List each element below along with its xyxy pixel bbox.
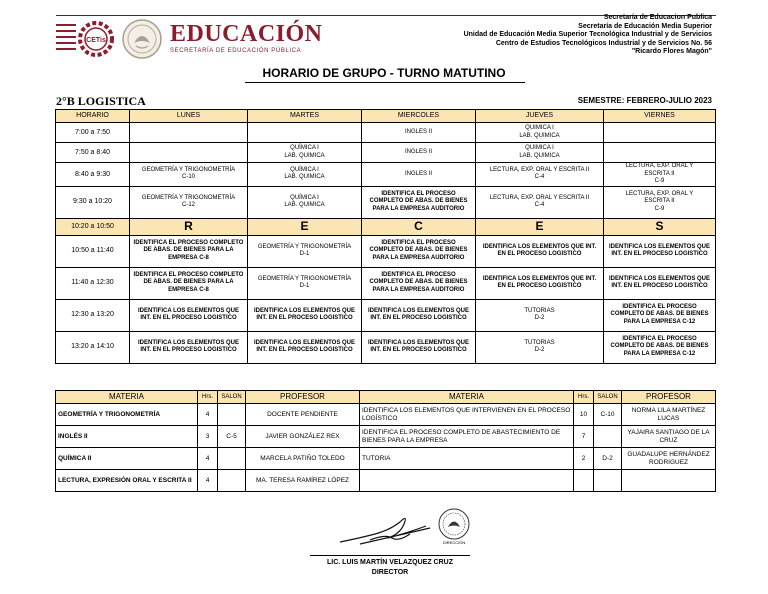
subject-cell: MARCELA PATIÑO TOLEDO [246, 448, 360, 470]
subject-row [56, 426, 716, 448]
gear-logo-text: CETis [86, 37, 106, 44]
class-cell: TUTORIAS D-2 [476, 299, 604, 331]
institution-line: Secretaría de Educación Media Superior [578, 22, 712, 30]
class-cell: IDENTIFICA EL PROCESO COMPLETO DE ABAS. DE BIENES PARA LA EMPRESA AUDITORIO [362, 267, 476, 299]
class-cell: QUÍMICA I LAB. QUIMICA [248, 163, 362, 187]
class-cell: IDENTIFICA LOS ELEMENTOS QUE INT. EN EL PROCESO LOGISTICO [476, 235, 604, 267]
subject-cell: GUADALUPE HERNÁNDEZ RODRIGUEZ [622, 448, 716, 470]
column-header: JUEVES [476, 110, 604, 123]
class-cell: QUIMICA I LAB. QUIMICA [476, 143, 604, 163]
brand-subtitle: SECRETARÍA DE EDUCACIÓN PÚBLICA [170, 48, 302, 54]
subjects-column-header: PROFESOR [622, 391, 716, 404]
subjects-column-header: SALON [218, 391, 246, 404]
class-cell [130, 123, 248, 143]
schedule-row [56, 235, 716, 267]
institution-block [464, 14, 712, 57]
class-cell: IDENTIFICA LOS ELEMENTOS QUE INT. EN EL PROCESO LOGISTICO [362, 299, 476, 331]
class-cell: QUÍMICA I LAB. QUIMICA [248, 143, 362, 163]
subject-cell: JAVIER GONZÁLEZ REX [246, 426, 360, 448]
seal-caption: DIRECCIÓN [442, 540, 466, 545]
subject-cell [594, 470, 622, 492]
time-slot: 10:50 a 11:40 [56, 235, 130, 267]
class-cell: LECTURA, EXP. ORAL Y ESCRITA II C-9 [604, 186, 716, 218]
recess-letter: E [476, 218, 604, 235]
institution-line: Centro de Estudios Tecnológicos Industrial y de Servicios No. 56 [495, 39, 712, 47]
subject-cell: QUÍMICA II [56, 448, 198, 470]
schedule-row [56, 143, 716, 163]
subject-cell [594, 426, 622, 448]
subject-cell [360, 470, 574, 492]
cetis-gear-logo-icon [56, 20, 118, 58]
class-cell: QUIMICA I LAB. QUIMICA [476, 123, 604, 143]
recess-letter: R [130, 218, 248, 235]
subject-cell: 4 [198, 404, 218, 426]
class-cell [130, 143, 248, 163]
time-slot: 8:40 a 9:30 [56, 163, 130, 187]
time-slot: 7:50 a 8:40 [56, 143, 130, 163]
class-cell: IDENTIFICA LOS ELEMENTOS QUE INT. EN EL PROCESO LOGISTICO [604, 267, 716, 299]
class-cell: IDENTIFICA EL PROCESO COMPLETO DE ABAS. DE BIENES PARA LA EMPRESA C-8 [130, 235, 248, 267]
subject-cell: 3 [198, 426, 218, 448]
column-header: MIERCOLES [362, 110, 476, 123]
signer-role: DIRECTOR [371, 569, 409, 576]
column-header: VIERNES [604, 110, 716, 123]
subject-cell: 4 [198, 470, 218, 492]
class-cell [248, 123, 362, 143]
subject-cell: NORMA LILA MARTÍNEZ LUCAS [622, 404, 716, 426]
schedule-table [55, 109, 716, 364]
institution-line: Unidad de Educación Media Superior Tecnológica Industrial y de Servicios [463, 31, 712, 38]
class-cell: IDENTIFICA LOS ELEMENTOS QUE INT. EN EL PROCESO LOGISTICO [604, 235, 716, 267]
group-name: 2°B LOGISTICA [56, 94, 146, 108]
subjects-column-header: MATERIA [56, 391, 198, 404]
class-cell: GEOMETRÍA Y TRIGONOMETRÍA D-1 [248, 235, 362, 267]
recess-letter: E [248, 218, 362, 235]
subject-cell: MA. TERESA RAMÍREZ LÓPEZ [246, 470, 360, 492]
recess-time: 10:20 a 10:50 [56, 218, 130, 235]
class-cell: LECTURA, EXP. ORAL Y ESCRITA II C-4 [476, 186, 604, 218]
subject-cell: 10 [574, 404, 594, 426]
schedule-row [56, 123, 716, 143]
column-header: LUNES [130, 110, 248, 123]
subject-cell: TUTORIA [360, 448, 574, 470]
eagle-seal-icon [122, 19, 162, 59]
institution-line: Secretaría de Educacion Publica [603, 14, 712, 21]
class-cell: IDENTIFICA EL PROCESO COMPLETO DE ABAS. DE BIENES PARA LA EMPRESA C-8 [130, 267, 248, 299]
subject-row [56, 404, 716, 426]
schedule-row [56, 299, 716, 331]
page-title: HORARIO DE GRUPO - TURNO MATUTINO [262, 66, 506, 80]
subject-cell: C-5 [218, 426, 246, 448]
subject-cell [622, 470, 716, 492]
subjects-column-header: MATERIA [360, 391, 574, 404]
subject-cell: IDENTIFICA EL PROCESO COMPLETO DE ABASTECIMIENTO DE BIENES PARA LA EMPRESA [360, 426, 574, 448]
signature-line [310, 555, 470, 556]
schedule-row [56, 163, 716, 187]
schedule-row [56, 267, 716, 299]
column-header: MARTES [248, 110, 362, 123]
subject-cell: 4 [198, 448, 218, 470]
subject-cell: INGLÉS II [56, 426, 198, 448]
title-underline [245, 82, 525, 83]
subject-cell: C-10 [594, 404, 622, 426]
class-cell: IDENTIFICA LOS ELEMENTOS QUE INT. EN EL PROCESO LOGISTICO [248, 299, 362, 331]
time-slot: 11:40 a 12:30 [56, 267, 130, 299]
class-cell: QUÍMICA I LAB. QUIMICA [248, 186, 362, 218]
subject-cell [218, 448, 246, 470]
official-seal-icon [438, 508, 470, 540]
subjects-column-header: Hrs. [574, 391, 594, 404]
class-cell: INGLES II [362, 123, 476, 143]
signer-name: LIC. LUIS MARTÍN VELAZQUEZ CRUZ [327, 559, 453, 566]
subject-cell: GEOMETRÍA Y TRIGONOMETRÍA [56, 404, 198, 426]
time-slot: 13:20 a 14:10 [56, 331, 130, 363]
brand-title: EDUCACIÓN [170, 21, 323, 47]
subject-cell: LECTURA, EXPRESIÓN ORAL Y ESCRITA II [56, 470, 198, 492]
class-cell: IDENTIFICA EL PROCESO COMPLETO DE ABAS. DE BIENES PARA LA EMPRESA C-12 [604, 331, 716, 363]
class-cell: IDENTIFICA EL PROCESO COMPLETO DE ABAS. DE BIENES PARA LA EMPRESA C-12 [604, 299, 716, 331]
class-cell: IDENTIFICA LOS ELEMENTOS QUE INT. EN EL PROCESO LOGISTICO [130, 299, 248, 331]
subject-cell: YAJAIRA SANTIAGO DE LA CRUZ [622, 426, 716, 448]
recess-letter: S [604, 218, 716, 235]
class-cell [604, 123, 716, 143]
schedule-header-row [56, 110, 716, 123]
subject-row [56, 448, 716, 470]
subjects-table [55, 390, 716, 492]
time-slot: 12:30 a 13:20 [56, 299, 130, 331]
subjects-column-header: Hrs. [198, 391, 218, 404]
subject-cell [574, 470, 594, 492]
subject-cell: 2 [574, 448, 594, 470]
subjects-column-header: SALON [594, 391, 622, 404]
class-cell: INGLES II [362, 163, 476, 187]
subject-cell [218, 470, 246, 492]
subject-row [56, 470, 716, 492]
subject-cell: D-2 [594, 448, 622, 470]
semester-label: SEMESTRE: FEBRERO-JULIO 2023 [577, 96, 712, 105]
class-cell: GEOMETRÍA Y TRIGONOMETRÍA D-1 [248, 267, 362, 299]
time-slot: 7:00 a 7:50 [56, 123, 130, 143]
class-cell: IDENTIFICA LOS ELEMENTOS QUE INT. EN EL PROCESO LOGISTICO [130, 331, 248, 363]
time-slot: 9:30 a 10:20 [56, 186, 130, 218]
subject-cell [218, 404, 246, 426]
class-cell: IDENTIFICA EL PROCESO COMPLETO DE ABAS. DE BIENES PARA LA EMPRESA AUDITORIO [362, 235, 476, 267]
institution-line: "Ricardo Flores Magón" [631, 48, 712, 55]
class-cell: IDENTIFICA LOS ELEMENTOS QUE INT. EN EL PROCESO LOGISTICO [362, 331, 476, 363]
subject-cell: IDENTIFICA LOS ELEMENTOS QUE INTERVIENEN EN EL PROCESO LOGÍSTICO [360, 404, 574, 426]
class-cell: GEOMETRÍA Y TRIGONOMETRÍA C-10 [130, 163, 248, 187]
class-cell: IDENTIFICA EL PROCESO COMPLETO DE ABAS. DE BIENES PARA LA EMPRESA AUDITORIO [362, 186, 476, 218]
class-cell: IDENTIFICA LOS ELEMENTOS QUE INT. EN EL PROCESO LOGISTICO [248, 331, 362, 363]
class-cell: GEOMETRÍA Y TRIGONOMETRÍA C-12 [130, 186, 248, 218]
class-cell: LECTURA, EXP. ORAL Y ESCRITA II C-9 [604, 163, 716, 187]
class-cell: IDENTIFICA LOS ELEMENTOS QUE INT. EN EL PROCESO LOGISTICO [476, 267, 604, 299]
subject-cell: 7 [574, 426, 594, 448]
subjects-column-header: PROFESOR [246, 391, 360, 404]
class-cell: TUTORIAS D-2 [476, 331, 604, 363]
subjects-header-row [56, 391, 716, 404]
schedule-row [56, 186, 716, 218]
column-header: HORARIO [56, 110, 130, 123]
schedule-row [56, 331, 716, 363]
class-cell: INGLES II [362, 143, 476, 163]
subject-cell: DOCENTE PENDIENTE [246, 404, 360, 426]
recess-letter: C [362, 218, 476, 235]
class-cell [604, 143, 716, 163]
recess-row [56, 218, 716, 235]
class-cell: LECTURA, EXP. ORAL Y ESCRITA II C-4 [476, 163, 604, 187]
